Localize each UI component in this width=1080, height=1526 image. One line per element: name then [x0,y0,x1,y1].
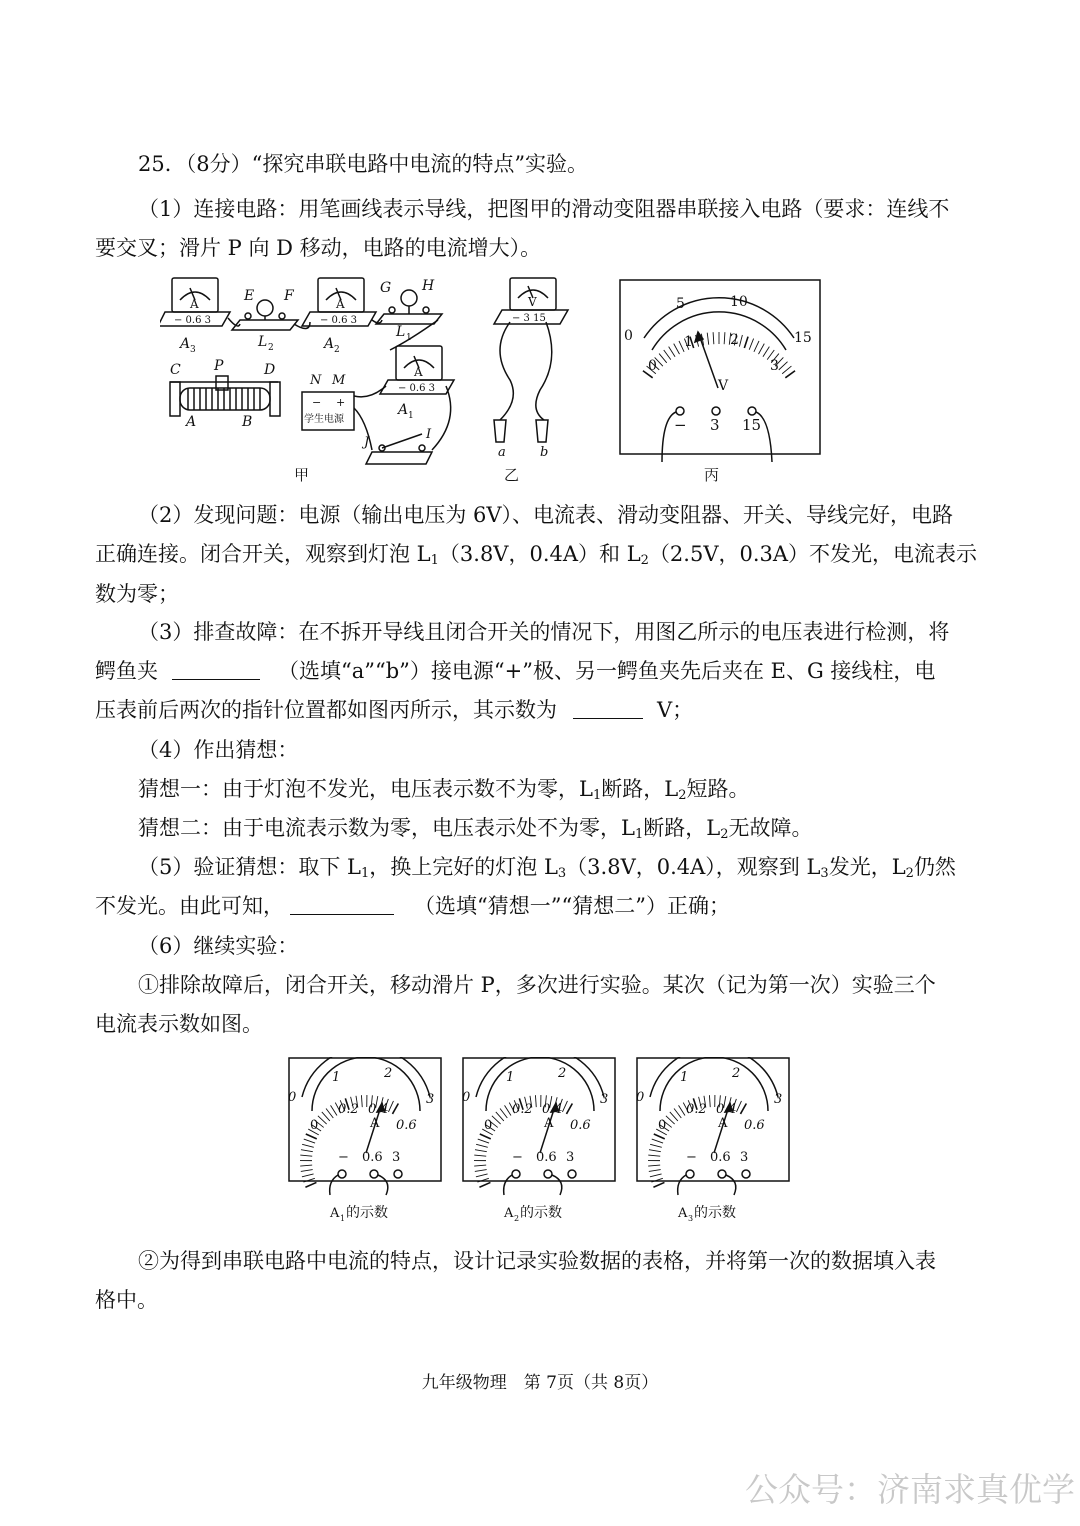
terminal-3: 3 [740,1150,749,1165]
voltmeter-yi [494,278,568,460]
figure-jia-yi [160,270,610,490]
svg-text:L: L [396,324,406,340]
part1-line2: 要交叉；滑片 P 向 D 移动，电路的电流增大）。 [95,236,542,260]
svg-text:1: 1 [684,334,693,350]
svg-text:−: − [312,396,322,409]
terminal-minus: − [338,1150,349,1165]
svg-text:A: A [190,297,199,311]
svg-text:0: 0 [624,328,633,344]
answer-blank-voltage[interactable] [573,698,643,719]
caption-name: A [330,1206,340,1221]
scale-upper-1: 1 [506,1070,515,1085]
svg-text:5: 5 [676,296,685,312]
svg-text:2: 2 [730,332,739,348]
ammeter-a3 [160,278,230,355]
scale-unit: A [718,1116,728,1131]
scale-lower-2: 0.4 [542,1102,563,1117]
scale-unit: A [544,1116,554,1131]
caption-text: 的示数 [346,1205,388,1221]
part3-line3: 压表前后两次的指针位置都如图丙所示，其示数为 V； [95,698,694,722]
guess-one: 猜想一：由于灯泡不发光，电压表示数不为零，$L_1$断路，$L_2$短路。 [138,777,750,803]
svg-text:B: B [242,414,253,430]
svg-text:A: A [180,336,191,352]
svg-text:− 3 15: − 3 15 [512,313,546,324]
part2-line2: 正确连接。闭合开关，观察到灯泡 $L_1(3.8V$，0.4A）和 $L_2(2.5V$，0.3A）不发光，电流表示 [95,542,978,568]
svg-text:A: A [398,402,409,418]
svg-text:1: 1 [408,411,414,421]
caption-name: A [504,1206,514,1221]
svg-text:F: F [284,288,294,304]
caption-text: 的示数 [694,1205,736,1221]
svg-text:D: D [264,362,276,378]
answer-blank-guess[interactable] [290,894,394,915]
ammeter-a2 [302,278,376,355]
svg-text:3: 3 [770,358,779,374]
part2-line1: （2）发现问题：电源（输出电压为 6V）、电流表、滑动变阻器、开关、导线完好，电路 [138,503,954,527]
scale-lower-2: 0.4 [716,1102,737,1117]
scale-upper-1: 1 [680,1070,689,1085]
svg-text:C: C [170,362,181,378]
terminal-3: 3 [566,1150,575,1165]
svg-text:15: 15 [794,330,812,346]
caption-bing: 丙 [704,466,720,484]
svg-text:学生电源: 学生电源 [304,414,344,425]
lamp-l2 [232,288,298,353]
svg-text:E: E [244,288,255,304]
scale-upper-2: 2 [732,1066,741,1081]
svg-text:H: H [422,278,435,294]
scale-lower-3: 0.6 [396,1118,417,1133]
part6-step2-line2: 格中。 [95,1288,158,1312]
part6-heading: （6）继续实验： [138,934,299,958]
scale-lower-1: 0.2 [338,1102,359,1117]
part1-line1: （1）连接电路：用笔画线表示导线，把图甲的滑动变阻器串联接入电路（要求：连线不 [138,197,950,221]
scale-upper-2: 2 [558,1066,567,1081]
ammeter-panel-a3 [636,1057,792,1229]
part5-line1: （5）验证猜想：取下 $L_1$，换上完好的灯泡 $L_3(3.8V$，0.4A），观察到 $L_3$发光，$L_2$仍然 [138,855,956,881]
scale-lower-3: 0.6 [570,1118,591,1133]
scale-lower-1: 0.2 [686,1102,707,1117]
part5-line2: 不发光。由此可知， （选填“猜想一”“猜想二”）正确； [95,894,730,918]
svg-text:+: + [336,396,346,409]
svg-text:− 0.6 3: − 0.6 3 [320,315,358,326]
svg-text:N: N [310,373,322,388]
scale-upper-3: 3 [600,1092,609,1107]
part3-line1: （3）排查故障：在不拆开导线且闭合开关的情况下，用图乙所示的电压表进行检测，将 [138,620,950,644]
svg-text:A: A [336,297,345,311]
part3-line2: 鳄鱼夹 （选填“a”“b”）接电源“+”极、另一鳄鱼夹先后夹在 E、G 接线柱，电 [95,659,936,683]
svg-text:M: M [332,373,346,388]
svg-text:−: − [674,416,687,434]
scale-lower-3: 0.6 [744,1118,765,1133]
lamp-l1 [376,278,442,343]
svg-text:2: 2 [334,345,340,355]
part6-step2-line1: ②为得到串联电路中电流的特点，设计记录实验数据的表格，并将第一次的数据填入表 [138,1249,936,1273]
ammeter-panel-a2 [462,1057,618,1229]
caption-jia: 甲 [294,466,310,484]
caption-yi: 乙 [504,466,520,484]
scale-upper-3: 3 [426,1092,435,1107]
question-title: 25．（8分）“探究串联电路中电流的特点”实验。 [138,152,589,176]
svg-text:− 0.6 3: − 0.6 3 [398,383,436,394]
svg-text:1: 1 [406,333,412,343]
svg-text:15: 15 [742,416,762,434]
svg-text:P: P [214,358,224,374]
page-footer: 九年级物理 第 7页（共 8页） [421,1373,659,1393]
terminal-0-6: 0.6 [710,1150,731,1165]
scale-upper-0: 0 [288,1090,297,1105]
scale-lower-0: 0 [484,1118,493,1133]
caption-sub: 3 [688,1214,694,1223]
svg-text:A: A [414,365,423,379]
svg-text:0: 0 [648,358,657,374]
scale-lower-2: 0.4 [368,1102,389,1117]
scale-upper-3: 3 [774,1092,783,1107]
caption-name: A [678,1206,688,1221]
terminal-minus: − [512,1150,523,1165]
scale-upper-1: 1 [332,1070,341,1085]
terminal-minus: − [686,1150,697,1165]
part6-step1-line1: ①排除故障后，闭合开关，移动滑片 P，多次进行实验。某次（记为第一次）实验三个 [138,973,936,997]
svg-text:10: 10 [730,294,748,310]
part2-line3: 数为零； [95,582,179,606]
part6-step1-line2: 电流表示数如图。 [95,1012,263,1036]
scale-upper-0: 0 [462,1090,471,1105]
scale-lower-1: 0.2 [512,1102,533,1117]
svg-text:2: 2 [268,343,274,353]
power-supply [302,373,354,430]
terminal-3: 3 [392,1150,401,1165]
terminal-0-6: 0.6 [536,1150,557,1165]
svg-text:3: 3 [190,345,196,355]
svg-text:L: L [258,334,268,350]
svg-text:3: 3 [710,416,720,434]
ammeter-a1 [380,346,454,421]
watermark: 公众号：济南求真优学 [745,1470,1075,1509]
scale-unit: A [370,1116,380,1131]
caption-sub: 2 [514,1214,520,1223]
scale-upper-0: 0 [636,1090,645,1105]
guess-two: 猜想二：由于电流表示数为零，电压表示处不为零，$L_1$断路，$L_2$无故障。 [138,816,813,842]
rheostat [170,358,280,430]
scale-lower-0: 0 [310,1118,319,1133]
part4-heading: （4）作出猜想： [138,738,299,762]
svg-text:A: A [324,336,335,352]
svg-text:V: V [528,295,537,309]
figure-bing-voltmeter [618,278,824,488]
svg-text:G: G [380,280,392,296]
svg-text:− 0.6 3: − 0.6 3 [174,315,212,326]
ammeter-panel-a1 [288,1057,444,1229]
svg-text:a: a [498,445,506,460]
svg-text:I: I [426,427,432,442]
svg-text:b: b [540,445,549,460]
svg-text:J: J [364,435,370,450]
scale-lower-0: 0 [658,1118,667,1133]
svg-text:V: V [718,378,729,394]
scale-upper-2: 2 [384,1066,393,1081]
terminal-0-6: 0.6 [362,1150,383,1165]
svg-text:A: A [186,414,197,430]
caption-text: 的示数 [520,1205,562,1221]
caption-sub: 1 [340,1214,346,1223]
answer-blank-clip[interactable] [172,659,260,680]
